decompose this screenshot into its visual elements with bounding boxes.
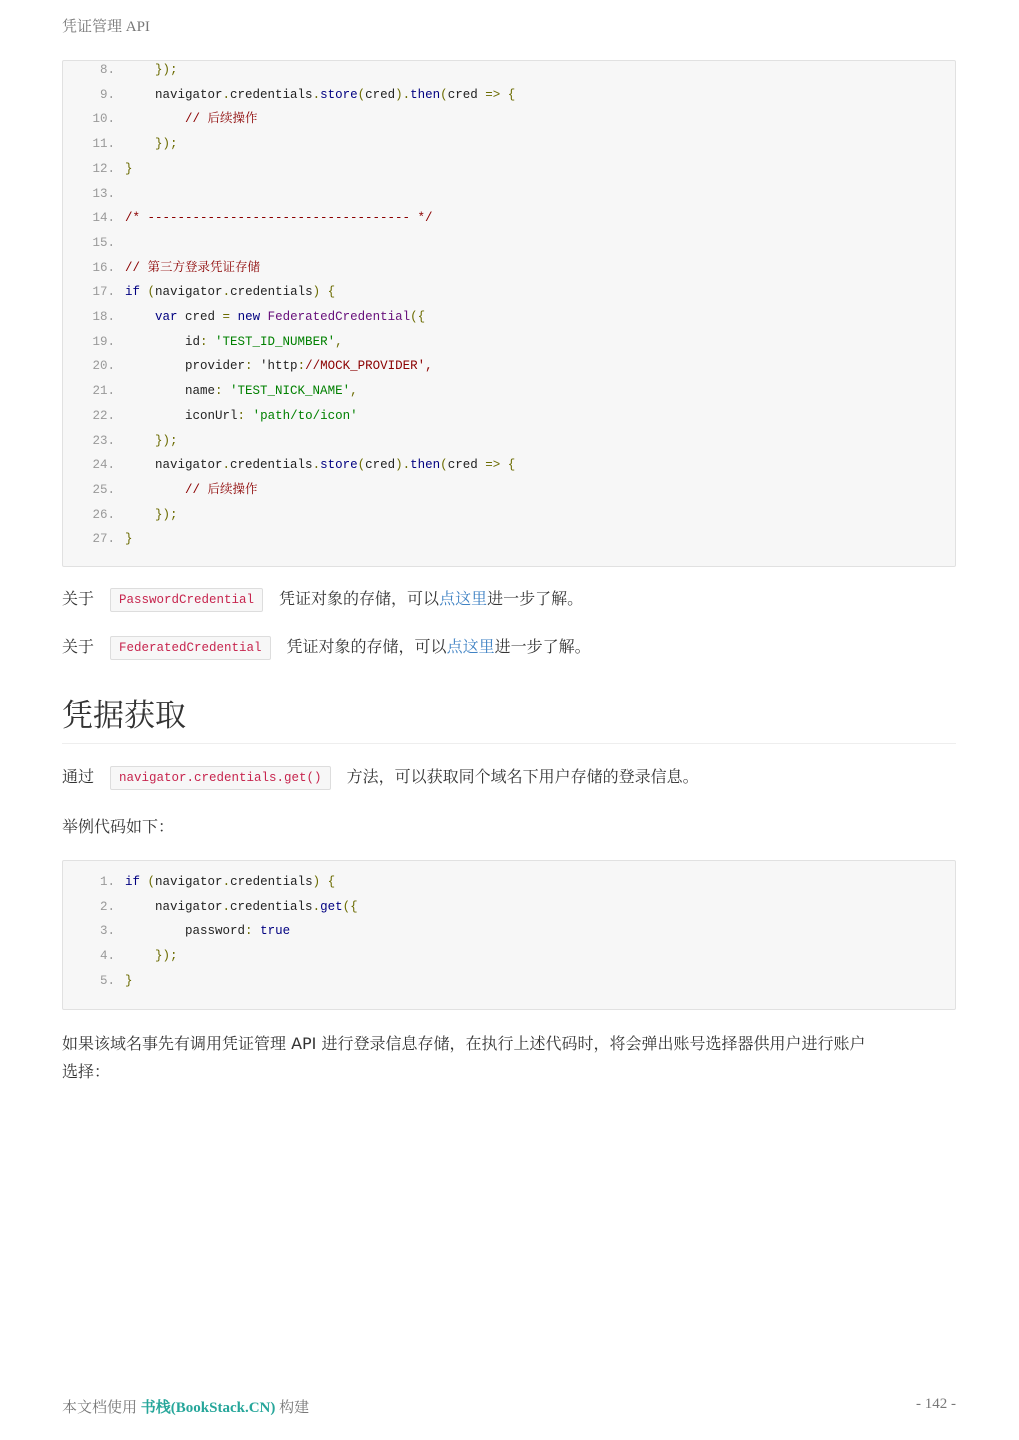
paragraph-suffix: 进一步了解。 — [487, 589, 584, 608]
inline-code-credentials-get: navigator.credentials.get() — [110, 766, 331, 790]
code-line — [63, 478, 258, 502]
line-number: 15. — [92, 235, 115, 250]
code-text: }); — [155, 949, 178, 964]
section-heading: 凭据获取 — [62, 698, 186, 734]
code-text: navigator.credentials.store(cred).then(cred => { — [125, 87, 516, 102]
line-number: 16. — [92, 260, 115, 275]
code-text: provider: 'http://MOCK_PROVIDER', — [125, 359, 433, 374]
line-number: 13. — [92, 186, 115, 201]
footer-prefix: 本文档使用 — [62, 1400, 138, 1416]
code-text: navigator.credentials.store(cred).then(cred => { — [125, 458, 516, 473]
code-text: id: 'TEST_ID_NUMBER', — [125, 334, 343, 349]
learn-more-link-password[interactable]: 点这里 — [439, 589, 488, 608]
inline-code-federated-credential: FederatedCredential — [110, 636, 271, 660]
code-line — [63, 305, 425, 329]
footer-suffix: 构建 — [279, 1400, 310, 1416]
code-line — [63, 895, 358, 919]
line-number: 22. — [92, 408, 115, 423]
code-line — [63, 83, 515, 107]
code-line — [63, 280, 335, 304]
line-number: 27. — [92, 532, 115, 547]
code-text: iconUrl: 'path/to/icon' — [125, 408, 358, 423]
code-line — [63, 919, 290, 943]
line-number: 25. — [92, 482, 115, 497]
code-line — [63, 206, 433, 230]
paragraph-suffix: 进一步了解。 — [494, 637, 591, 656]
code-text: }); — [155, 137, 178, 152]
paragraph-federated-credential — [62, 634, 591, 660]
code-text: } — [125, 973, 133, 988]
code-text: if (navigator.credentials) { — [125, 875, 336, 889]
paragraph-credentials-get — [62, 764, 699, 790]
code-line — [63, 354, 433, 378]
line-number: 1. — [99, 875, 115, 889]
line-number: 5. — [99, 973, 115, 988]
line-number: 12. — [92, 161, 115, 176]
code-line — [63, 58, 178, 82]
code-line — [63, 453, 515, 477]
paragraph-suffix: 方法，可以获取同个域名下用户存储的登录信息。 — [346, 767, 699, 786]
paragraph-example-intro: 举例代码如下： — [62, 817, 175, 836]
code-line — [63, 157, 133, 181]
code-line — [63, 429, 178, 453]
line-number: 8. — [99, 63, 115, 77]
code-line — [63, 404, 358, 428]
code-text: // 第三方登录凭证存储 — [125, 260, 261, 275]
code-line — [63, 503, 178, 527]
section-divider — [62, 743, 956, 744]
code-text: } — [125, 532, 133, 547]
line-number: 2. — [99, 899, 115, 914]
paragraph-text: 凭证对象的存储，可以 — [279, 589, 440, 608]
paragraph-prefix: 关于 — [62, 589, 95, 608]
line-number: 23. — [92, 433, 115, 448]
code-text: }); — [155, 507, 178, 522]
line-number: 19. — [92, 334, 115, 349]
line-number: 21. — [92, 384, 115, 399]
code-text: // 后续操作 — [185, 112, 258, 127]
code-text: name: 'TEST_NICK_NAME', — [125, 384, 358, 399]
line-number: 9. — [99, 87, 115, 102]
line-number: 26. — [92, 507, 115, 522]
code-text: }); — [155, 433, 178, 448]
line-number: 11. — [92, 137, 115, 152]
code-line — [63, 330, 343, 354]
code-text: var cred = new FederatedCredential({ — [155, 310, 426, 324]
code-line — [63, 527, 133, 551]
page-number: - 142 - — [916, 1396, 956, 1412]
code-text: // 后续操作 — [185, 482, 258, 497]
line-number: 24. — [92, 458, 115, 473]
paragraph-password-credential — [62, 586, 583, 612]
code-text: navigator.credentials.get({ — [125, 899, 358, 914]
page-header-title: 凭证管理 API — [62, 19, 150, 35]
code-line — [63, 870, 335, 894]
code-line — [63, 379, 358, 403]
code-line — [63, 107, 258, 131]
code-block-credential-store — [62, 60, 956, 567]
code-line — [63, 231, 125, 255]
paragraph-text: 凭证对象的存储，可以 — [286, 637, 447, 656]
code-text: password: true — [125, 924, 291, 939]
paragraph-line-2: 选择： — [62, 1062, 111, 1081]
learn-more-link-federated[interactable]: 点这里 — [446, 637, 495, 656]
code-line — [63, 256, 260, 280]
code-text: if (navigator.credentials) { — [125, 285, 336, 300]
code-text: /* ----------------------------------- */ — [125, 211, 433, 226]
line-number: 3. — [99, 924, 115, 939]
line-number: 18. — [92, 310, 115, 324]
code-line — [63, 182, 125, 206]
paragraph-prefix: 通过 — [62, 767, 95, 786]
paragraph-prefix: 关于 — [62, 637, 95, 656]
line-number: 17. — [92, 285, 115, 300]
code-line — [63, 132, 178, 156]
code-block-credentials-get — [62, 860, 956, 1010]
footer-credit — [62, 1396, 309, 1417]
paragraph-line-1: 如果该域名事先有调用凭证管理 API 进行登录信息存储，在执行上述代码时，将会弹出账号选择器供用户进行账户 — [62, 1034, 866, 1053]
footer-brand-link[interactable]: 书栈(BookStack.CN) — [140, 1400, 276, 1416]
line-number: 14. — [92, 211, 115, 226]
line-number: 10. — [92, 112, 115, 127]
inline-code-password-credential: PasswordCredential — [110, 588, 263, 612]
code-line — [63, 944, 178, 968]
line-number: 4. — [99, 949, 115, 964]
line-number: 20. — [92, 359, 115, 374]
code-text: } — [125, 161, 133, 176]
code-line — [63, 969, 133, 993]
paragraph-account-selector — [62, 1030, 866, 1086]
code-text: }); — [155, 63, 178, 77]
